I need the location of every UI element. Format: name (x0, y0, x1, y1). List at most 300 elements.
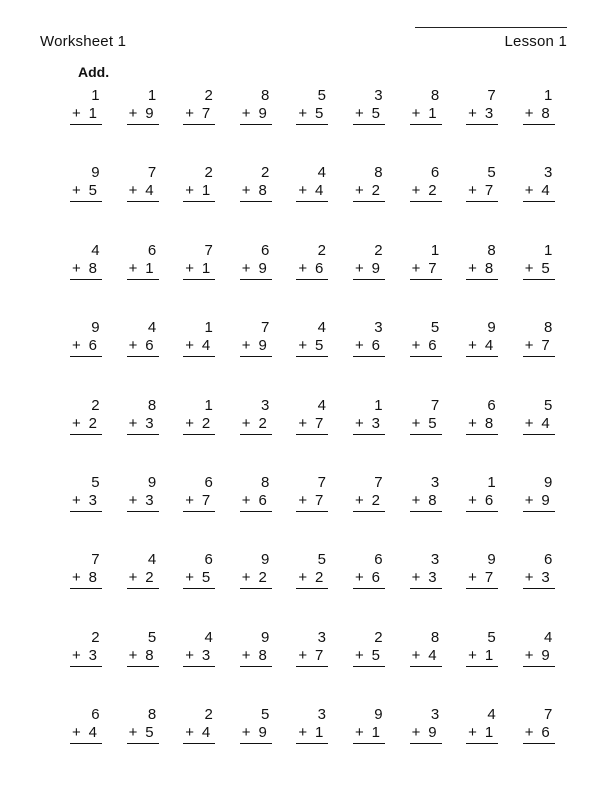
addend-top: 7 (147, 164, 157, 182)
plus-sign: + (354, 337, 364, 355)
addend-bottom-row (240, 415, 272, 435)
addend-top: 5 (430, 319, 440, 337)
plus-sign: + (72, 724, 81, 742)
addend-top: 2 (374, 241, 383, 259)
addition-problem (286, 86, 343, 163)
plus-sign: + (354, 569, 364, 587)
addend-top: 2 (261, 164, 270, 182)
addition-problem (117, 163, 174, 240)
addend-bottom-row (466, 182, 498, 202)
addend-bottom: 2 (371, 182, 380, 200)
addend-top: 9 (487, 551, 496, 569)
plus-sign: + (298, 105, 308, 122)
plus-sign: + (354, 259, 364, 277)
addend-bottom-row (127, 260, 159, 280)
plus-sign: + (128, 337, 138, 355)
addend-bottom-row (183, 182, 215, 202)
plus-sign: + (72, 491, 81, 509)
plus-sign: + (72, 182, 81, 200)
addend-top: 6 (204, 473, 213, 491)
addend-top: 1 (204, 319, 213, 337)
addition-problem (456, 241, 513, 318)
addend-bottom: 8 (484, 414, 494, 432)
addition-problem (60, 241, 117, 318)
addend-bottom-row (127, 647, 159, 667)
addend-bottom: 7 (201, 105, 211, 122)
addend-bottom: 7 (484, 182, 494, 200)
addend-bottom: 7 (428, 259, 437, 277)
addition-problem (456, 318, 513, 395)
addition-problem (456, 396, 513, 473)
addend-bottom-row (127, 182, 159, 202)
addend-bottom: 2 (258, 414, 267, 432)
addition-problem (286, 550, 343, 627)
plus-sign: + (128, 724, 138, 742)
plus-sign: + (298, 182, 308, 200)
addend-bottom-row (183, 260, 215, 280)
addend-top: 2 (204, 87, 213, 104)
addition-problem (230, 628, 287, 705)
addend-bottom-row (70, 569, 102, 589)
addend-bottom: 8 (258, 182, 267, 200)
addend-bottom-row (466, 569, 498, 589)
addend-bottom-row (523, 260, 555, 280)
addend-bottom-row (296, 724, 328, 744)
addend-bottom-row (183, 569, 215, 589)
addend-bottom: 6 (541, 724, 550, 742)
addend-bottom: 6 (315, 259, 324, 277)
addend-bottom-row (466, 647, 498, 667)
addend-top: 2 (204, 164, 213, 182)
addend-bottom: 1 (371, 724, 380, 742)
addend-top: 3 (317, 628, 326, 646)
addend-bottom-row (183, 492, 215, 512)
plus-sign: + (354, 724, 364, 742)
plus-sign: + (241, 724, 251, 742)
addend-bottom-row (296, 105, 328, 125)
addend-top: 5 (487, 164, 496, 182)
plus-sign: + (468, 259, 477, 277)
addend-bottom: 8 (88, 259, 97, 277)
addition-problem (400, 86, 457, 163)
addend-bottom: 4 (201, 337, 211, 355)
addend-top: 3 (544, 164, 553, 182)
addend-top: 2 (374, 628, 383, 646)
plus-sign: + (241, 182, 251, 200)
addend-bottom: 4 (145, 182, 154, 200)
addend-top: 4 (487, 706, 496, 724)
addition-problem (230, 163, 287, 240)
addition-problem (173, 628, 230, 705)
addition-problem (400, 628, 457, 705)
addend-bottom-row (353, 260, 385, 280)
addend-top: 6 (544, 551, 553, 569)
addend-bottom-row (523, 569, 555, 589)
addition-problem (230, 396, 287, 473)
addend-bottom: 1 (315, 724, 324, 742)
addend-bottom: 8 (428, 491, 437, 509)
addition-problem (230, 241, 287, 318)
addend-top: 1 (91, 87, 100, 104)
addition-problem (60, 550, 117, 627)
addend-bottom: 9 (428, 724, 437, 742)
addend-bottom-row (70, 647, 102, 667)
addend-top: 2 (204, 706, 213, 724)
plus-sign: + (468, 646, 477, 664)
plus-sign: + (185, 105, 194, 122)
plus-sign: + (72, 259, 81, 277)
addend-bottom: 7 (541, 337, 550, 355)
plus-sign: + (354, 491, 364, 509)
addend-bottom-row (296, 337, 328, 357)
addition-problem (400, 705, 457, 782)
addend-top: 1 (374, 396, 383, 414)
addend-top: 6 (374, 551, 383, 569)
addend-bottom: 2 (371, 491, 380, 509)
addition-problem (286, 318, 343, 395)
addend-top: 7 (204, 241, 213, 259)
addend-top: 6 (91, 706, 100, 724)
addend-bottom: 2 (201, 414, 211, 432)
addend-bottom: 4 (428, 646, 437, 664)
addition-problem (60, 705, 117, 782)
addend-bottom-row (127, 724, 159, 744)
addend-bottom-row (353, 337, 385, 357)
addend-bottom-row (523, 105, 555, 125)
addend-bottom-row (523, 337, 555, 357)
plus-sign: + (411, 646, 421, 664)
addend-top: 2 (317, 241, 326, 259)
addend-top: 4 (317, 396, 326, 414)
addition-problem (513, 628, 570, 705)
addend-bottom: 3 (428, 569, 437, 587)
addend-bottom: 5 (428, 414, 437, 432)
plus-sign: + (468, 105, 477, 122)
addend-top: 7 (430, 396, 440, 414)
addend-bottom-row (466, 492, 498, 512)
plus-sign: + (411, 259, 421, 277)
addend-bottom-row (240, 182, 272, 202)
addition-problem (343, 550, 400, 627)
plus-sign: + (72, 414, 81, 432)
addend-top: 9 (261, 628, 270, 646)
addition-problem (286, 628, 343, 705)
addend-bottom: 5 (371, 105, 380, 122)
plus-sign: + (298, 569, 308, 587)
plus-sign: + (128, 569, 138, 587)
addend-bottom-row (523, 415, 555, 435)
plus-sign: + (128, 259, 138, 277)
plus-sign: + (241, 646, 251, 664)
plus-sign: + (524, 646, 534, 664)
plus-sign: + (468, 569, 477, 587)
addend-bottom-row (466, 337, 498, 357)
addend-top: 5 (544, 396, 553, 414)
addend-bottom: 6 (258, 491, 267, 509)
addend-bottom: 8 (145, 646, 154, 664)
addition-problem (60, 163, 117, 240)
addition-problem (173, 550, 230, 627)
plus-sign: + (411, 414, 421, 432)
addend-top: 5 (317, 551, 326, 569)
addition-problem (456, 550, 513, 627)
addend-top: 8 (430, 87, 440, 104)
addition-problem (173, 86, 230, 163)
addition-problem (60, 473, 117, 550)
addend-bottom-row (410, 724, 442, 744)
plus-sign: + (354, 646, 364, 664)
addition-problem (230, 473, 287, 550)
addend-top: 8 (147, 706, 157, 724)
addend-bottom-row (466, 724, 498, 744)
addend-bottom-row (296, 492, 328, 512)
addition-problem (230, 86, 287, 163)
addition-problem (117, 628, 174, 705)
addition-problem (230, 705, 287, 782)
plus-sign: + (411, 182, 421, 200)
addition-problem (173, 163, 230, 240)
addition-problem (117, 318, 174, 395)
addition-problem (400, 318, 457, 395)
plus-sign: + (524, 414, 534, 432)
addend-bottom-row (70, 260, 102, 280)
plus-sign: + (468, 491, 477, 509)
addend-bottom-row (296, 182, 328, 202)
addend-top: 4 (544, 628, 553, 646)
plus-sign: + (128, 491, 138, 509)
addition-problem (343, 396, 400, 473)
addend-bottom: 2 (145, 569, 154, 587)
addition-problem (60, 86, 117, 163)
addend-bottom-row (353, 492, 385, 512)
addend-bottom: 8 (484, 259, 494, 277)
addend-bottom: 5 (315, 105, 324, 122)
addend-top: 9 (91, 164, 100, 182)
addition-problem (343, 241, 400, 318)
plus-sign: + (128, 646, 138, 664)
addend-bottom-row (353, 569, 385, 589)
addend-bottom: 6 (88, 337, 97, 355)
addend-bottom-row (296, 415, 328, 435)
addend-bottom: 4 (201, 724, 211, 742)
addend-bottom: 1 (428, 105, 437, 122)
plus-sign: + (128, 414, 138, 432)
plus-sign: + (354, 105, 364, 122)
addend-top: 3 (317, 706, 326, 724)
plus-sign: + (468, 724, 477, 742)
addend-bottom: 9 (258, 105, 267, 122)
plus-sign: + (72, 569, 81, 587)
addend-bottom: 9 (145, 105, 154, 122)
addend-bottom-row (240, 105, 272, 125)
addend-bottom-row (183, 724, 215, 744)
addition-problem (286, 241, 343, 318)
addend-top: 1 (544, 241, 553, 259)
plus-sign: + (185, 491, 194, 509)
addition-problem (400, 473, 457, 550)
addend-bottom: 9 (371, 259, 380, 277)
addend-top: 7 (487, 87, 496, 104)
addition-problem (343, 473, 400, 550)
addend-top: 5 (487, 628, 496, 646)
addend-bottom-row (410, 182, 442, 202)
addend-top: 8 (487, 241, 496, 259)
plus-sign: + (72, 105, 81, 122)
addition-problem (60, 318, 117, 395)
plus-sign: + (128, 105, 138, 122)
addend-top: 1 (204, 396, 213, 414)
addend-top: 9 (147, 473, 157, 491)
addend-bottom: 8 (541, 105, 550, 122)
addend-top: 8 (430, 628, 440, 646)
addition-problem (513, 550, 570, 627)
plus-sign: + (524, 337, 534, 355)
addend-bottom: 7 (201, 491, 211, 509)
addend-top: 3 (374, 87, 383, 104)
plus-sign: + (524, 182, 534, 200)
addition-problem (513, 86, 570, 163)
addend-top: 1 (487, 473, 496, 491)
addend-bottom-row (466, 105, 498, 125)
addend-bottom: 4 (315, 182, 324, 200)
addition-problem (343, 86, 400, 163)
addend-bottom: 6 (484, 491, 494, 509)
plus-sign: + (241, 105, 251, 122)
addend-bottom: 3 (88, 646, 97, 664)
addend-bottom-row (240, 647, 272, 667)
addition-problem (286, 396, 343, 473)
addend-bottom-row (70, 724, 102, 744)
addend-top: 2 (91, 396, 100, 414)
addend-top: 6 (261, 241, 270, 259)
addition-problem (60, 396, 117, 473)
addend-bottom-row (127, 337, 159, 357)
plus-sign: + (468, 337, 477, 355)
addend-top: 8 (544, 319, 553, 337)
plus-sign: + (241, 569, 251, 587)
addend-bottom-row (466, 415, 498, 435)
addition-problem (117, 550, 174, 627)
addition-problem (230, 318, 287, 395)
plus-sign: + (298, 724, 308, 742)
plus-sign: + (298, 646, 308, 664)
addend-bottom: 2 (315, 569, 324, 587)
addend-bottom: 6 (145, 337, 154, 355)
addend-bottom-row (353, 415, 385, 435)
addend-top: 7 (261, 319, 270, 337)
addend-bottom-row (410, 105, 442, 125)
addition-problem (117, 705, 174, 782)
instruction-text: Add. (78, 64, 110, 80)
plus-sign: + (354, 182, 364, 200)
addition-problem (173, 241, 230, 318)
addition-problem (117, 473, 174, 550)
addend-bottom: 3 (371, 414, 380, 432)
addend-top: 9 (91, 319, 100, 337)
addend-bottom: 5 (541, 259, 550, 277)
addend-top: 6 (487, 396, 496, 414)
addend-bottom: 9 (258, 337, 267, 355)
addend-bottom-row (296, 647, 328, 667)
addition-problem (117, 241, 174, 318)
addend-top: 1 (430, 241, 440, 259)
addend-top: 8 (374, 164, 383, 182)
addend-bottom: 2 (428, 182, 437, 200)
addend-bottom: 1 (484, 724, 494, 742)
addition-problem (513, 705, 570, 782)
plus-sign: + (524, 105, 534, 122)
addend-bottom-row (410, 492, 442, 512)
plus-sign: + (298, 491, 308, 509)
plus-sign: + (411, 337, 421, 355)
addend-bottom-row (70, 337, 102, 357)
addend-bottom-row (240, 724, 272, 744)
addend-top: 1 (147, 87, 157, 104)
addition-problem (173, 473, 230, 550)
addition-problem (117, 86, 174, 163)
plus-sign: + (241, 337, 251, 355)
addend-bottom: 5 (315, 337, 324, 355)
addition-problem (513, 473, 570, 550)
addend-bottom: 9 (258, 724, 267, 742)
addition-problem (513, 318, 570, 395)
addend-top: 4 (317, 319, 326, 337)
addend-bottom: 7 (315, 646, 324, 664)
addend-bottom-row (523, 647, 555, 667)
addend-top: 7 (91, 551, 100, 569)
addend-top: 5 (317, 87, 326, 104)
addend-bottom: 1 (484, 646, 494, 664)
addend-bottom-row (353, 724, 385, 744)
addend-bottom: 2 (258, 569, 267, 587)
addend-bottom: 4 (541, 182, 550, 200)
addend-top: 9 (487, 319, 496, 337)
addition-problem (343, 163, 400, 240)
addition-problem (343, 705, 400, 782)
addend-top: 4 (317, 164, 326, 182)
addend-top: 9 (374, 706, 383, 724)
addition-problem (400, 550, 457, 627)
plus-sign: + (241, 491, 251, 509)
addend-bottom-row (410, 569, 442, 589)
plus-sign: + (411, 724, 421, 742)
addend-top: 4 (204, 628, 213, 646)
addend-bottom: 5 (145, 724, 154, 742)
addend-bottom-row (410, 337, 442, 357)
plus-sign: + (298, 414, 308, 432)
addend-top: 3 (261, 396, 270, 414)
addend-bottom-row (127, 105, 159, 125)
addend-top: 8 (147, 396, 157, 414)
addend-bottom-row (353, 647, 385, 667)
addend-top: 3 (430, 551, 440, 569)
addend-top: 3 (374, 319, 383, 337)
addition-problem (230, 550, 287, 627)
addend-bottom: 1 (201, 182, 211, 200)
addend-bottom-row (183, 337, 215, 357)
worksheet-title: Worksheet 1 (40, 33, 127, 50)
addend-bottom-row (523, 724, 555, 744)
addend-bottom-row (70, 105, 102, 125)
plus-sign: + (72, 337, 81, 355)
addend-bottom-row (183, 415, 215, 435)
addend-top: 4 (91, 241, 100, 259)
addend-bottom: 7 (315, 414, 324, 432)
addend-bottom: 8 (88, 569, 97, 587)
addition-problem (117, 396, 174, 473)
addend-bottom-row (296, 260, 328, 280)
addend-bottom: 3 (145, 491, 154, 509)
